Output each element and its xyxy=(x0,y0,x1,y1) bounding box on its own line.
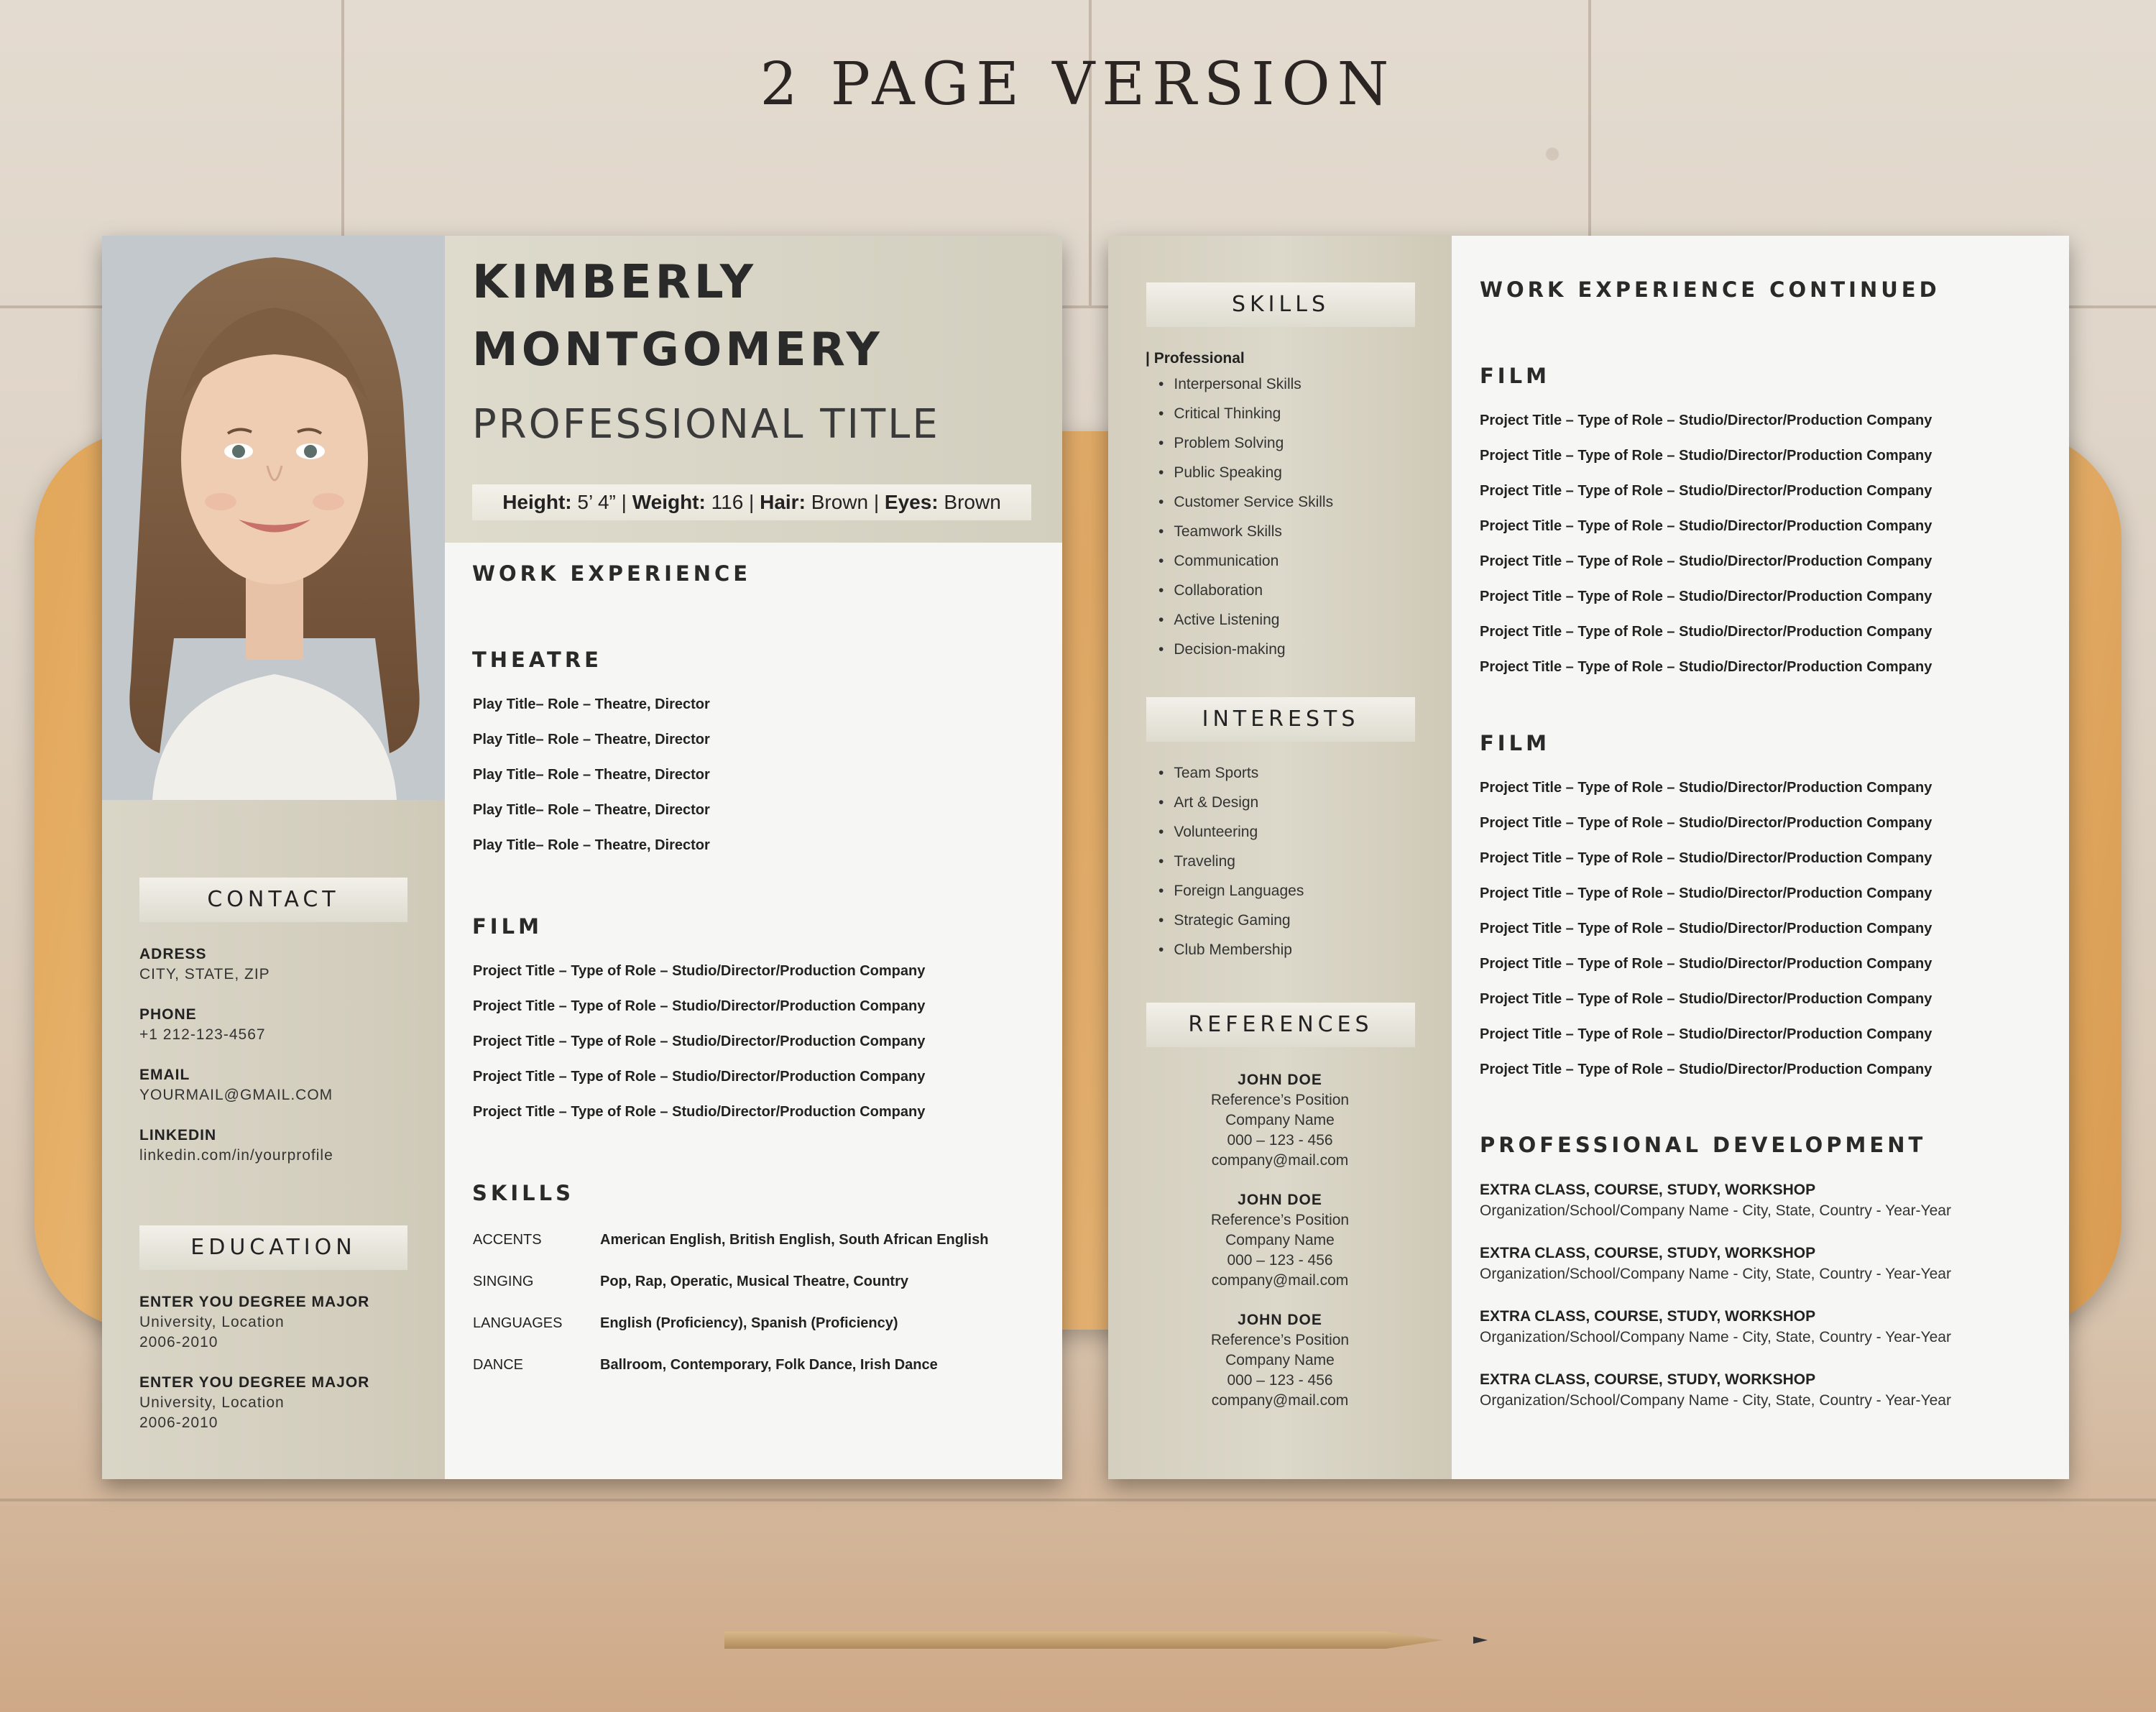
film-entry: Project Title – Type of Role – Studio/Director/Production Company xyxy=(1480,1026,1932,1042)
film-entry: Project Title – Type of Role – Studio/Director/Production Company xyxy=(473,963,926,979)
banner-title: 2 PAGE VERSION xyxy=(760,50,1396,119)
reference-card xyxy=(1108,1310,1452,1411)
linkedin-value: linkedin.com/in/yourprofile xyxy=(139,1147,333,1164)
reference-position: Reference’s Position xyxy=(1210,1092,1350,1108)
skill-label: SINGING xyxy=(473,1274,534,1289)
school: University, Location xyxy=(139,1314,285,1330)
theatre-entry: Play Title– Role – Theatre, Director xyxy=(473,767,710,783)
list-item: • Traveling xyxy=(1158,847,1304,876)
course-title: EXTRA CLASS, COURSE, STUDY, WORKSHOP xyxy=(1480,1308,1816,1325)
skill-label: ACCENTS xyxy=(473,1232,542,1248)
list-item: • Interpersonal Skills xyxy=(1158,369,1333,399)
degree: ENTER YOU DEGREE MAJOR xyxy=(139,1374,370,1391)
work-experience-heading: WORK EXPERIENCE xyxy=(472,561,752,586)
reference-company: Company Name xyxy=(1225,1232,1335,1248)
theatre-heading: THEATRE xyxy=(472,648,602,672)
film-entry: Project Title – Type of Role – Studio/Director/Production Company xyxy=(1480,448,1932,464)
skill-label: DANCE xyxy=(473,1357,524,1373)
reference-company: Company Name xyxy=(1225,1352,1335,1368)
course-title: EXTRA CLASS, COURSE, STUDY, WORKSHOP xyxy=(1480,1182,1816,1198)
theatre-entry: Play Title– Role – Theatre, Director xyxy=(473,732,710,747)
last-name: MONTGOMERY xyxy=(472,323,883,377)
film-heading: FILM xyxy=(1480,364,1550,388)
years: 2006-2010 xyxy=(139,1334,218,1350)
years: 2006-2010 xyxy=(139,1414,218,1431)
eyes-label: Eyes: xyxy=(884,491,939,513)
professional-title: PROFESSIONAL TITLE xyxy=(472,401,940,448)
list-item: • Communication xyxy=(1158,546,1333,576)
pencil-tip xyxy=(1473,1637,1488,1644)
film-entry: Project Title – Type of Role – Studio/Director/Production Company xyxy=(473,1104,926,1120)
reference-email: company@mail.com xyxy=(1211,1392,1349,1409)
film-entry: Project Title – Type of Role – Studio/Director/Production Company xyxy=(1480,921,1932,936)
interests-heading: INTERESTS xyxy=(1146,697,1415,742)
stone-seam xyxy=(1089,0,1092,305)
profile-photo xyxy=(102,236,445,800)
list-item: • Public Speaking xyxy=(1158,458,1333,487)
hair-value: Brown xyxy=(811,491,869,513)
reference-company: Company Name xyxy=(1225,1112,1335,1128)
linkedin-label: LINKEDIN xyxy=(139,1127,217,1143)
list-item: • Customer Service Skills xyxy=(1158,487,1333,517)
reference-position: Reference’s Position xyxy=(1210,1332,1350,1348)
list-item: • Team Sports xyxy=(1158,758,1304,788)
separator: | xyxy=(749,491,755,513)
film-entry: Project Title – Type of Role – Studio/Director/Production Company xyxy=(1480,553,1932,569)
weight-label: Weight: xyxy=(632,491,706,513)
film-entry: Project Title – Type of Role – Studio/Director/Production Company xyxy=(1480,589,1932,604)
reference-card xyxy=(1108,1190,1452,1291)
list-item: • Problem Solving xyxy=(1158,428,1333,458)
reference-email: company@mail.com xyxy=(1211,1272,1349,1289)
course-title: EXTRA CLASS, COURSE, STUDY, WORKSHOP xyxy=(1480,1371,1816,1388)
education-heading: EDUCATION xyxy=(139,1225,407,1270)
degree: ENTER YOU DEGREE MAJOR xyxy=(139,1294,370,1310)
reference-card xyxy=(1108,1070,1452,1171)
separator: | xyxy=(621,491,627,513)
hair-label: Hair: xyxy=(760,491,806,513)
list-item: • Strategic Gaming xyxy=(1158,906,1304,935)
theatre-entry: Play Title– Role – Theatre, Director xyxy=(473,802,710,818)
film-entry: Project Title – Type of Role – Studio/Director/Production Company xyxy=(473,1069,926,1085)
film-entry: Project Title – Type of Role – Studio/Director/Production Company xyxy=(1480,659,1932,675)
references-heading: REFERENCES xyxy=(1146,1003,1415,1047)
work-continued-heading: WORK EXPERIENCE CONTINUED xyxy=(1480,277,1940,302)
film-entry: Project Title – Type of Role – Studio/Director/Production Company xyxy=(473,998,926,1014)
interests-list xyxy=(1158,758,1304,965)
list-item: • Active Listening xyxy=(1158,605,1333,635)
course-details: Organization/School/Company Name - City, State, Country - Year-Year xyxy=(1480,1266,1951,1282)
list-item: • Foreign Languages xyxy=(1158,876,1304,906)
theatre-entry: Play Title– Role – Theatre, Director xyxy=(473,696,710,712)
weight-value: 116 xyxy=(711,491,744,513)
separator: | xyxy=(873,491,880,513)
email-value: YOURMAIL@GMAIL.COM xyxy=(139,1087,333,1103)
film-entry: Project Title – Type of Role – Studio/Director/Production Company xyxy=(1480,780,1932,796)
professional-development-heading: PROFESSIONAL DEVELOPMENT xyxy=(1480,1133,1927,1157)
skills-list xyxy=(1158,369,1333,664)
skill-value: American English, British English, South African English xyxy=(600,1232,989,1248)
email-label: EMAIL xyxy=(139,1067,190,1083)
reference-name: JOHN DOE xyxy=(1238,1072,1322,1088)
film-entry: Project Title – Type of Role – Studio/Director/Production Company xyxy=(1480,518,1932,534)
reference-phone: 000 – 123 - 456 xyxy=(1227,1252,1333,1269)
film-entry: Project Title – Type of Role – Studio/Director/Production Company xyxy=(1480,483,1932,499)
phone-label: PHONE xyxy=(139,1006,197,1023)
film-entry: Project Title – Type of Role – Studio/Director/Production Company xyxy=(1480,815,1932,831)
skill-value: Pop, Rap, Operatic, Musical Theatre, Country xyxy=(600,1274,908,1289)
film-entry: Project Title – Type of Role – Studio/Director/Production Company xyxy=(473,1034,926,1049)
film-entry: Project Title – Type of Role – Studio/Director/Production Company xyxy=(1480,991,1932,1007)
reference-name: JOHN DOE xyxy=(1238,1312,1322,1328)
film-heading: FILM xyxy=(1480,731,1550,755)
address-value: CITY, STATE, ZIP xyxy=(139,966,270,982)
skills-heading: SKILLS xyxy=(1146,282,1415,327)
film-entry: Project Title – Type of Role – Studio/Director/Production Company xyxy=(1480,956,1932,972)
film-entry: Project Title – Type of Role – Studio/Director/Production Company xyxy=(1480,1062,1932,1077)
pencil xyxy=(724,1632,1443,1649)
list-item: • Art & Design xyxy=(1158,788,1304,817)
film-entry: Project Title – Type of Role – Studio/Director/Production Company xyxy=(1480,624,1932,640)
reference-email: company@mail.com xyxy=(1211,1152,1349,1169)
reference-name: JOHN DOE xyxy=(1238,1192,1322,1208)
film-entry: Project Title – Type of Role – Studio/Director/Production Company xyxy=(1480,413,1932,428)
reference-phone: 000 – 123 - 456 xyxy=(1227,1372,1333,1389)
eyes-value: Brown xyxy=(944,491,1001,513)
list-item: • Decision-making xyxy=(1158,635,1333,664)
contact-heading: CONTACT xyxy=(139,878,407,922)
course-details: Organization/School/Company Name - City, State, Country - Year-Year xyxy=(1480,1202,1951,1219)
course-details: Organization/School/Company Name - City, State, Country - Year-Year xyxy=(1480,1392,1951,1409)
physical-stats xyxy=(472,484,1031,520)
film-entry: Project Title – Type of Role – Studio/Director/Production Company xyxy=(1480,885,1932,901)
skill-value: English (Proficiency), Spanish (Proficiency) xyxy=(600,1315,898,1331)
height-value: 5’ 4” xyxy=(577,491,616,513)
skill-label: LANGUAGES xyxy=(473,1315,563,1331)
film-heading: FILM xyxy=(472,914,543,939)
phone-value: +1 212-123-4567 xyxy=(139,1026,266,1043)
first-name: KIMBERLY xyxy=(472,256,757,309)
header-panel xyxy=(445,236,1062,543)
list-item: • Critical Thinking xyxy=(1158,399,1333,428)
theatre-entry: Play Title– Role – Theatre, Director xyxy=(473,837,710,853)
height-label: Height: xyxy=(502,491,572,513)
list-item: • Volunteering xyxy=(1158,817,1304,847)
list-item: • Teamwork Skills xyxy=(1158,517,1333,546)
reference-position: Reference’s Position xyxy=(1210,1212,1350,1228)
resume-page-2 xyxy=(1108,236,2069,1479)
resume-page-1 xyxy=(102,236,1062,1479)
reference-phone: 000 – 123 - 456 xyxy=(1227,1132,1333,1149)
skills-heading: SKILLS xyxy=(472,1181,574,1205)
skills-subheading: | Professional xyxy=(1146,350,1245,367)
film-entry: Project Title – Type of Role – Studio/Director/Production Company xyxy=(1480,850,1932,866)
skill-value: Ballroom, Contemporary, Folk Dance, Irish Dance xyxy=(600,1357,938,1373)
school: University, Location xyxy=(139,1394,285,1411)
list-item: • Collaboration xyxy=(1158,576,1333,605)
course-title: EXTRA CLASS, COURSE, STUDY, WORKSHOP xyxy=(1480,1245,1816,1261)
course-details: Organization/School/Company Name - City, State, Country - Year-Year xyxy=(1480,1329,1951,1345)
list-item: • Club Membership xyxy=(1158,935,1304,965)
address-label: ADRESS xyxy=(139,946,207,962)
stone-seam xyxy=(0,1499,2156,1501)
